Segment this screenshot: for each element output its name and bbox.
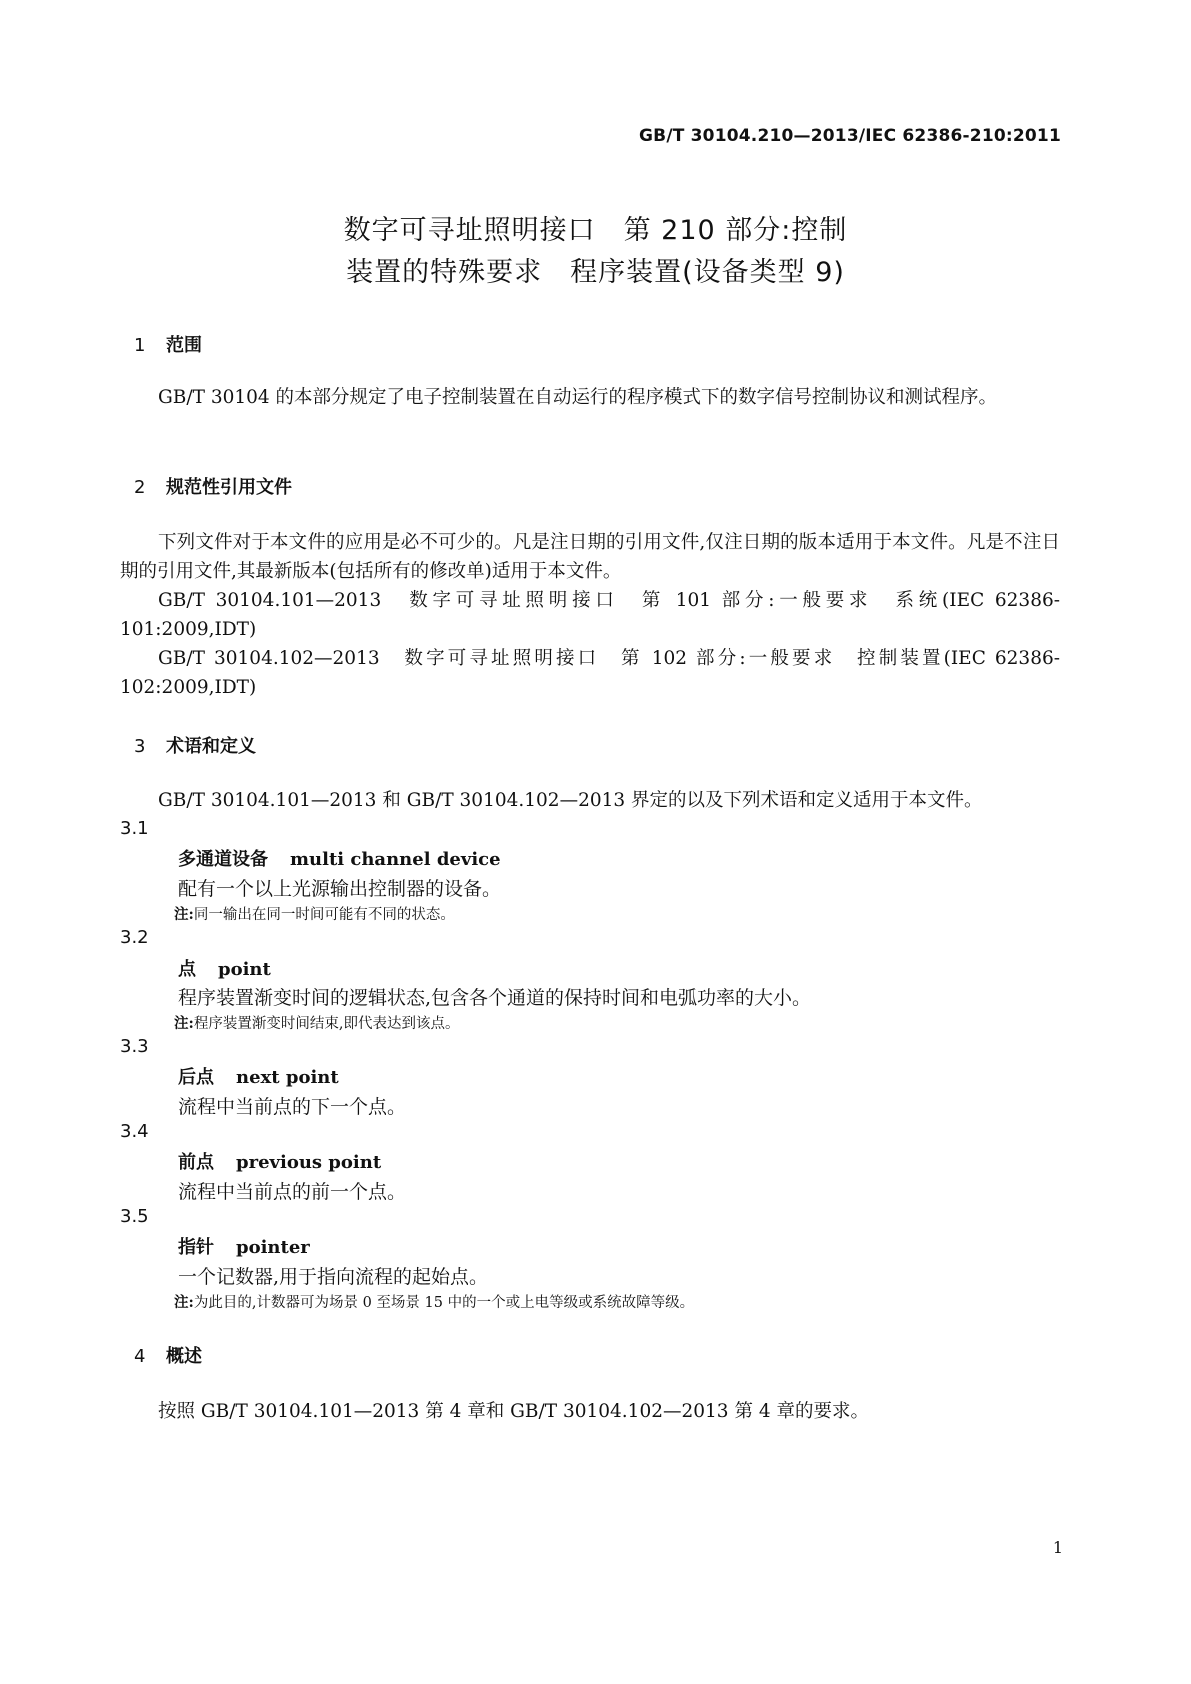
term-zh: 前点 — [178, 1152, 214, 1173]
term-definition: 一个记数器,用于指向流程的起始点。 — [178, 1266, 489, 1288]
term-heading — [178, 1063, 339, 1089]
note-text: 为此目的,计数器可为场景 0 至场景 15 中的一个或上电等级或系统故障等级。 — [193, 1295, 695, 1311]
note-text: 程序装置渐变时间结束,即代表达到该点。 — [193, 1016, 460, 1032]
normative-ref-2: GB/T 30104.102—2013 数字可寻址照明接口 第 102 部分:一般要求 控制装置(IEC 62386-102:2009,IDT) — [120, 648, 1060, 698]
term-heading — [178, 845, 501, 871]
term-number: 3.2 — [120, 927, 149, 948]
scope-text: GB/T 30104 的本部分规定了电子控制装置在自动运行的程序模式下的数字信号控制协议和测试程序。 — [158, 387, 998, 408]
term-definition: 程序装置渐变时间的逻辑状态,包含各个通道的保持时间和电弧功率的大小。 — [178, 987, 812, 1009]
normative-ref-1: GB/T 30104.101—2013 数字可寻址照明接口 第 101 部分:一般要求 系统(IEC 62386-101:2009,IDT) — [120, 590, 1060, 640]
section-number: 1 — [134, 335, 146, 356]
section-title: 概述 — [166, 1346, 202, 1367]
note-text: 同一输出在同一时间可能有不同的状态。 — [193, 907, 455, 923]
term-heading — [178, 1148, 381, 1174]
normative-intro: 下列文件对于本文件的应用是必不可少的。凡是注日期的引用文件,仅注日期的版本适用于本文件。凡是不注日期的引用文件,其最新版本(包括所有的修改单)适用于本文件。 — [120, 532, 1060, 582]
term-zh: 后点 — [178, 1067, 214, 1088]
term-en: next point — [236, 1067, 339, 1088]
terms-intro: GB/T 30104.101—2013 和 GB/T 30104.102—2013 界定的以及下列术语和定义适用于本文件。 — [158, 790, 983, 811]
section-4-heading — [134, 1342, 202, 1368]
term-en: point — [218, 959, 271, 980]
term-definition: 流程中当前点的前一个点。 — [178, 1181, 407, 1203]
term-number: 3.4 — [120, 1121, 149, 1142]
normative-references — [120, 528, 1060, 702]
scope-paragraph — [120, 383, 1060, 412]
term-heading — [178, 1233, 310, 1259]
term-note — [174, 1012, 459, 1033]
page-number: 1 — [1052, 1538, 1063, 1557]
term-zh: 多通道设备 — [178, 849, 268, 870]
section-title: 术语和定义 — [166, 736, 256, 757]
term-en: multi channel device — [290, 849, 501, 870]
term-heading — [178, 955, 271, 981]
term-note — [174, 1291, 694, 1312]
term-number: 3.1 — [120, 818, 149, 839]
document-title-line-2: 装置的特殊要求 程序装置(设备类型 9) — [346, 257, 845, 288]
note-label: 注: — [174, 1015, 194, 1032]
section-number: 3 — [134, 736, 146, 757]
section-3-heading — [134, 732, 256, 758]
section-number: 4 — [134, 1346, 146, 1367]
note-label: 注: — [174, 906, 194, 923]
section-title: 规范性引用文件 — [166, 477, 292, 498]
overview-paragraph — [120, 1397, 1060, 1426]
section-2-heading — [134, 473, 292, 499]
section-1-heading — [134, 331, 202, 357]
note-label: 注: — [174, 1294, 194, 1311]
term-zh: 指针 — [178, 1237, 214, 1258]
document-title-line-1: 数字可寻址照明接口 第 210 部分:控制 — [343, 215, 848, 246]
term-en: previous point — [236, 1152, 382, 1173]
term-definition: 流程中当前点的下一个点。 — [178, 1096, 407, 1118]
term-note — [174, 903, 455, 924]
term-number: 3.5 — [120, 1206, 149, 1227]
standard-header: GB/T 30104.210—2013/IEC 62386-210:2011 — [639, 126, 1061, 146]
term-en: pointer — [236, 1237, 310, 1258]
term-definition: 配有一个以上光源输出控制器的设备。 — [178, 878, 502, 900]
overview-text: 按照 GB/T 30104.101—2013 第 4 章和 GB/T 30104.102—2013 第 4 章的要求。 — [158, 1401, 869, 1422]
term-number: 3.3 — [120, 1036, 149, 1057]
terms-intro-paragraph — [120, 786, 1060, 815]
section-title: 范围 — [166, 335, 202, 356]
term-zh: 点 — [178, 959, 196, 980]
section-number: 2 — [134, 477, 146, 498]
